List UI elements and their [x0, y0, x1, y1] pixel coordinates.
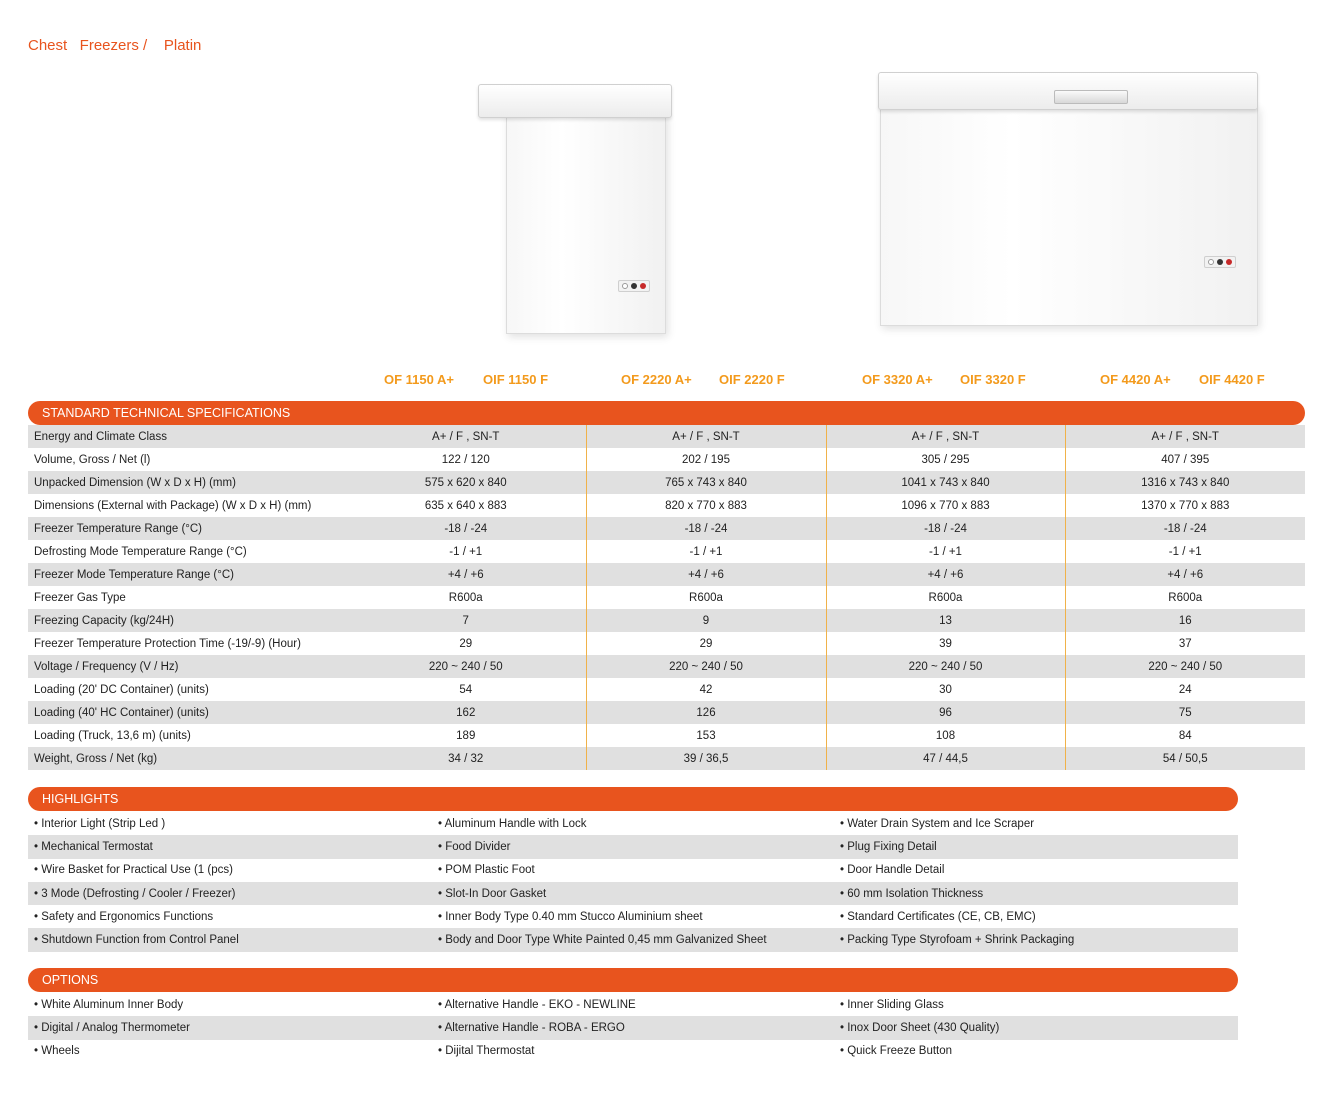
spec-row	[28, 609, 1305, 632]
option-row	[28, 993, 1238, 1016]
spec-value: 765 x 743 x 840	[586, 471, 826, 494]
highlight-item: • Body and Door Type White Painted 0,45 mm Galvanized Sheet	[438, 934, 767, 947]
breadcrumb: Chest Freezers / Platin	[28, 37, 202, 54]
model-name: OIF 4420 F	[1199, 372, 1265, 387]
spec-value: 305 / 295	[826, 448, 1065, 471]
spec-table	[28, 425, 1305, 770]
spec-label: Dimensions (External with Package) (W x D x H) (mm)	[34, 499, 312, 512]
spec-value: +4 / +6	[1065, 563, 1305, 586]
spec-value: 75	[1065, 701, 1305, 724]
spec-value: 84	[1065, 724, 1305, 747]
spec-value: 16	[1065, 609, 1305, 632]
spec-value: +4 / +6	[586, 563, 826, 586]
spec-value: 39 / 36,5	[586, 747, 826, 770]
spec-row	[28, 655, 1305, 678]
option-item: • Alternative Handle - ROBA - ERGO	[438, 1021, 625, 1034]
highlight-row	[28, 835, 1238, 858]
spec-value: -18 / -24	[1065, 517, 1305, 540]
spec-value: 7	[346, 609, 586, 632]
spec-value: R600a	[586, 586, 826, 609]
option-item: • Wheels	[34, 1045, 80, 1058]
spec-value: 108	[826, 724, 1065, 747]
spec-value: 1370 x 770 x 883	[1065, 494, 1305, 517]
spec-label: Voltage / Frequency (V / Hz)	[28, 655, 346, 678]
spec-value: R600a	[826, 586, 1065, 609]
spec-row	[28, 494, 1305, 517]
spec-label: Freezer Temperature Protection Time (-19/-9) (Hour)	[34, 637, 301, 650]
highlight-row	[28, 905, 1238, 928]
spec-row	[28, 540, 1305, 563]
spec-value: 24	[1065, 678, 1305, 701]
small-chest-freezer-image	[470, 70, 690, 350]
spec-label: Freezing Capacity (kg/24H)	[28, 609, 346, 632]
spec-row	[28, 471, 1305, 494]
spec-value: 189	[456, 729, 476, 742]
highlight-item: • Food Divider	[438, 840, 511, 853]
spec-value: 162	[346, 701, 586, 724]
spec-label: Loading (Truck, 13,6 m) (units)	[34, 729, 191, 742]
spec-row	[28, 678, 1305, 701]
option-item: • Alternative Handle - EKO - NEWLINE	[438, 998, 636, 1011]
spec-value: 29	[459, 637, 473, 650]
highlight-item: • Packing Type Styrofoam + Shrink Packaging	[840, 934, 1075, 947]
highlight-item: • Aluminum Handle with Lock	[438, 817, 587, 830]
highlight-item: • 3 Mode (Defrosting / Cooler / Freezer)	[34, 887, 236, 900]
spec-value: 820 x 770 x 883	[586, 494, 826, 517]
spec-row	[28, 586, 1305, 609]
option-item: • Inner Sliding Glass	[840, 998, 944, 1011]
spec-value: A+ / F , SN-T	[1065, 425, 1305, 448]
spec-value: 220 ~ 240 / 50	[346, 655, 586, 678]
spec-value: -18 / -24	[346, 517, 586, 540]
option-item: • Dijital Thermostat	[438, 1045, 535, 1058]
highlight-item: • Shutdown Function from Control Panel	[34, 934, 239, 947]
spec-value: 153	[586, 724, 826, 747]
spec-value: A+ / F , SN-T	[586, 425, 826, 448]
spec-value: -18 / -24	[826, 517, 1065, 540]
spec-row	[28, 724, 1305, 747]
highlight-item: • Standard Certificates (CE, CB, EMC)	[840, 910, 1036, 923]
spec-row	[28, 517, 1305, 540]
highlight-row	[28, 928, 1238, 951]
spec-value: R600a	[1065, 586, 1305, 609]
highlight-row	[28, 812, 1238, 835]
spec-label: Loading (40' HC Container) (units)	[28, 701, 346, 724]
spec-value: 34 / 32	[346, 747, 586, 770]
spec-value: 37	[1065, 632, 1305, 655]
spec-value: 1096 x 770 x 883	[826, 494, 1065, 517]
spec-label: Volume, Gross / Net (l)	[34, 453, 151, 466]
highlight-item: • 60 mm Isolation Thickness	[840, 887, 984, 900]
model-name: OF 2220 A+	[621, 372, 692, 387]
spec-label: Freezer Gas Type	[34, 591, 126, 604]
model-name: OF 4420 A+	[1100, 372, 1171, 387]
spec-label: Weight, Gross / Net (kg)	[28, 747, 346, 770]
spec-value: 42	[586, 678, 826, 701]
highlight-item: • Inner Body Type 0.40 mm Stucco Aluminium sheet	[438, 910, 703, 923]
highlight-item: • Mechanical Termostat	[34, 840, 153, 853]
control-panel-icon	[1204, 256, 1236, 268]
spec-value: -1 / +1	[1065, 540, 1305, 563]
spec-label: Freezer Mode Temperature Range (°C)	[28, 563, 346, 586]
spec-value: 220 ~ 240 / 50	[1065, 655, 1305, 678]
option-item: • White Aluminum Inner Body	[34, 998, 184, 1011]
spec-value: 122 / 120	[441, 453, 490, 466]
spec-value: 1041 x 743 x 840	[826, 471, 1065, 494]
spec-value: 54	[459, 683, 473, 696]
options-list	[28, 993, 1238, 1063]
model-name: OIF 2220 F	[719, 372, 785, 387]
spec-label: Freezer Temperature Range (°C)	[28, 517, 346, 540]
spec-value: 54 / 50,5	[1065, 747, 1305, 770]
highlight-row	[28, 859, 1238, 882]
model-name: OIF 3320 F	[960, 372, 1026, 387]
spec-value: 220 ~ 240 / 50	[826, 655, 1065, 678]
spec-label: Unpacked Dimension (W x D x H) (mm)	[28, 471, 346, 494]
highlight-item: • Door Handle Detail	[840, 864, 945, 877]
spec-value: 30	[826, 678, 1065, 701]
handle-icon	[1054, 90, 1128, 104]
spec-row	[28, 448, 1305, 471]
highlight-row	[28, 882, 1238, 905]
spec-value: 407 / 395	[1065, 448, 1305, 471]
spec-value: R600a	[448, 591, 483, 604]
spec-value: -1 / +1	[586, 540, 826, 563]
spec-value: +4 / +6	[346, 563, 586, 586]
section-header-highlights: HIGHLIGHTS	[28, 787, 1238, 811]
highlight-item: • Interior Light (Strip Led )	[34, 817, 166, 830]
spec-row	[28, 563, 1305, 586]
highlights-list	[28, 812, 1238, 952]
section-header-specs: STANDARD TECHNICAL SPECIFICATIONS	[28, 401, 1305, 425]
spec-row	[28, 747, 1305, 770]
highlight-item: • Slot-In Door Gasket	[438, 887, 547, 900]
spec-value: -18 / -24	[586, 517, 826, 540]
spec-row	[28, 701, 1305, 724]
option-item: • Digital / Analog Thermometer	[34, 1021, 190, 1034]
spec-value: 220 ~ 240 / 50	[586, 655, 826, 678]
highlight-item: • Plug Fixing Detail	[840, 840, 937, 853]
spec-label: Defrosting Mode Temperature Range (°C)	[34, 545, 247, 558]
spec-label: Energy and Climate Class	[28, 425, 346, 448]
control-panel-icon	[618, 280, 650, 292]
highlight-item: • Safety and Ergonomics Functions	[34, 910, 214, 923]
spec-value: 39	[826, 632, 1065, 655]
highlight-item: • Wire Basket for Practical Use (1 (pcs)	[34, 864, 233, 877]
large-chest-freezer-image	[860, 58, 1280, 348]
spec-value: 202 / 195	[586, 448, 826, 471]
option-item: • Quick Freeze Button	[840, 1045, 953, 1058]
option-row	[28, 1016, 1238, 1039]
spec-value: -1 / +1	[449, 545, 483, 558]
spec-value: 47 / 44,5	[826, 747, 1065, 770]
highlight-item: • POM Plastic Foot	[438, 864, 535, 877]
spec-label: Loading (20' DC Container) (units)	[34, 683, 209, 696]
spec-value: 575 x 620 x 840	[346, 471, 586, 494]
spec-value: 9	[586, 609, 826, 632]
spec-value: A+ / F , SN-T	[346, 425, 586, 448]
section-header-options: OPTIONS	[28, 968, 1238, 992]
model-name: OIF 1150 F	[483, 372, 549, 387]
spec-value: 13	[826, 609, 1065, 632]
spec-value: 96	[826, 701, 1065, 724]
spec-value: 1316 x 743 x 840	[1065, 471, 1305, 494]
spec-value: -1 / +1	[826, 540, 1065, 563]
option-item: • Inox Door Sheet (430 Quality)	[840, 1021, 1000, 1034]
model-name: OF 1150 A+	[384, 372, 454, 387]
spec-value: A+ / F , SN-T	[826, 425, 1065, 448]
spec-row	[28, 425, 1305, 448]
model-header-row	[0, 372, 1334, 390]
spec-value: 635 x 640 x 883	[424, 499, 507, 512]
option-row	[28, 1040, 1238, 1063]
spec-value: +4 / +6	[826, 563, 1065, 586]
spec-value: 29	[586, 632, 826, 655]
highlight-item: • Water Drain System and Ice Scraper	[840, 817, 1035, 830]
spec-row	[28, 632, 1305, 655]
spec-value: 126	[586, 701, 826, 724]
model-name: OF 3320 A+	[862, 372, 933, 387]
